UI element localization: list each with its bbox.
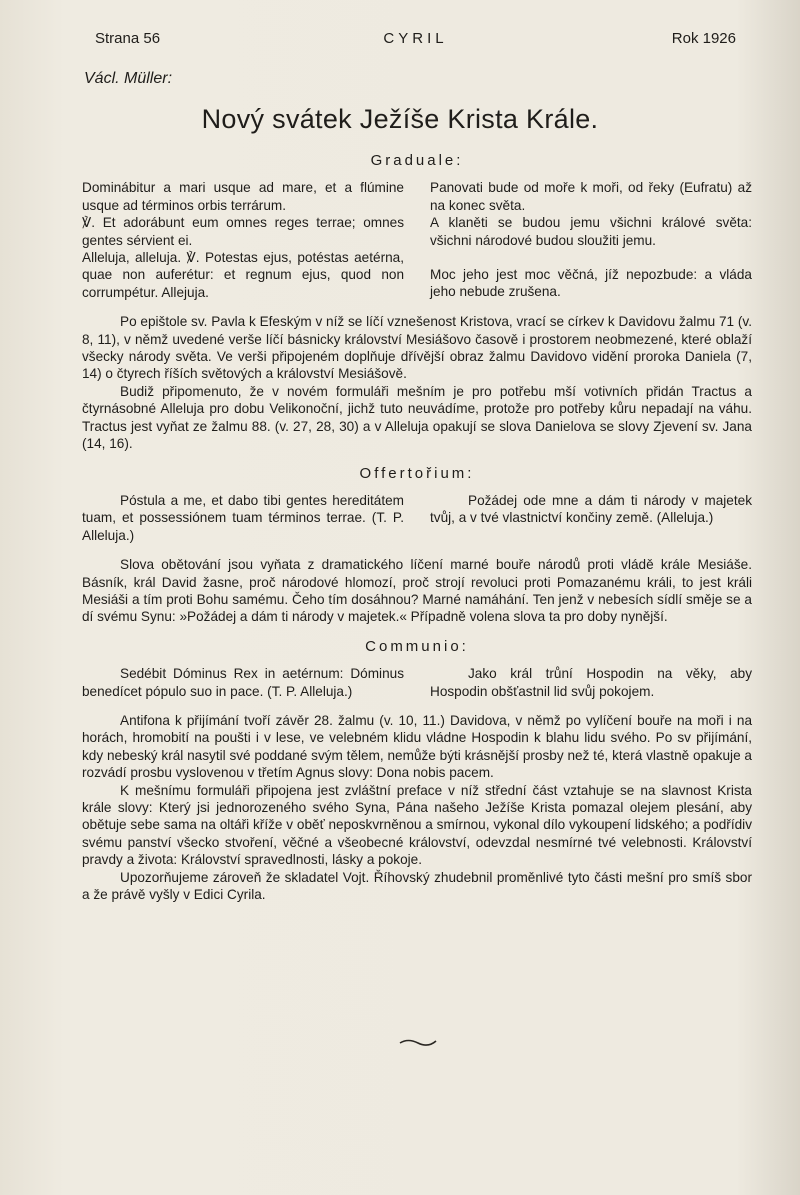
czech-verse: A klaněti se budou jemu všichni králové světa: všichni národové budou sloužiti jemu.	[430, 215, 752, 248]
graduale-czech	[430, 179, 752, 301]
graduale-heading: Graduale:	[370, 152, 464, 169]
graduale-latin	[82, 179, 404, 301]
communio-columns	[82, 665, 752, 700]
czech-verse: Moc jeho jest moc věčná, jíž nepozbude: a vláda jeho nebude zrušena.	[430, 267, 752, 300]
author: Václ. Müller:	[84, 70, 173, 87]
offertorium-heading: Offertořium:	[359, 464, 475, 482]
article-body	[82, 152, 752, 903]
offertorium-czech	[430, 492, 752, 544]
body-paragraph: Slova obětování jsou vyňata z dramatického líčení marné bouře národů proti vládě krále Mesiáše. Básník, král David žasne, proč národové hlomozí, proč strojí revoluci proti Pomazanému králi, to jest králi Mesiáši a tím proti Bohu samému. Čeho tím dosáhnou? Marné namáhání. Ten jenž v nebesích sídlí směje se a dí svému Synu: »Požádej a dám ti národy v majetek.« Případně volena slova ta pro doby nynější.	[82, 557, 752, 625]
page-number: Strana 56	[95, 30, 161, 47]
body-paragraph: Upozorňujeme zároveň že skladatel Vojt. Říhovský zhudebnil proměnlivé tyto části mešní pro smíš sbor a že právě vyšly v Edici Cyrila.	[82, 869, 752, 903]
offertorium-columns	[82, 492, 752, 544]
graduale-columns	[82, 179, 752, 301]
article-title: Nový svátek Ježíše Krista Krále.	[201, 104, 599, 134]
body-paragraph: Po epištole sv. Pavla k Efeským v níž se líčí vznešenost Kristova, vrací se církev k Davidovu žalmu 71 (v. 8, 11), v němž uvedené verše líčí básnicky království Mesiášovo časově i prostorem neobmezené, které oblaží všecky národy světa. Ve verši připojeném doplňuje dřívější obraz žalmu Davidovo vidění proroka Daniela (7, 14) o čtyrech říších světových a království Mesiášově.	[82, 314, 752, 382]
czech-verse: Jako král trůní Hospodin na věky, aby Hospodin obšťastnil lid svůj pokojem.	[430, 666, 752, 699]
year-label: Rok 1926	[671, 30, 736, 47]
latin-verse: Sedébit Dóminus Rex in aetérnum: Dóminus benedícet pópulo suo in pace. (T. P. Alleluja.)	[82, 666, 404, 699]
latin-verse: Dominábitur a mari usque ad mare, et a flúmine usque ad términos orbis terrárum.	[82, 180, 404, 213]
communio-heading: Communio:	[365, 637, 469, 655]
journal-name: CYRIL	[383, 30, 448, 47]
end-ornament-icon	[398, 1037, 438, 1047]
page-header	[95, 30, 736, 54]
latin-verse: ℣. Et adorábunt eum omnes reges terrae; omnes gentes sérvient ei.	[82, 215, 404, 248]
body-paragraph: Antifona k přijímání tvoří závěr 28. žalmu (v. 10, 11.) Davidova, v němž po vylíčení bouře na moři i na horách, hromobití na poušti i v lese, ve velebném klidu vládne Hospodin k blahu lidu svého. Po sv přijímání, kdy nebeský král nasytil své poddané svým tělem, nemůže býti krásnější prosby než té, která vlastně opakuje a rozvádí prosbu vyslovenou v třetím Agnus slovy: Dona nobis pacem.	[82, 712, 752, 781]
communio-czech	[430, 665, 752, 700]
communio-latin	[82, 665, 404, 700]
czech-verse: Požádej ode mne a dám ti národy v majetek tvůj, a v tvé vlastnictví končiny země. (Alleluja.)	[430, 492, 752, 526]
body-paragraph: K mešnímu formuláři připojena jest zvláštní preface v níž střední část vztahuje se na slavnost Krista krále slovy: Který jsi jednorozeného svého Syna, Pána našeho Ježíše Krista pomazal olejem plesání, aby obětuje sebe sama na oltáři kříže v oběť neposkvrněnou a smírnou, vykonal dílo vykoupení lidského; a podřídiv svému panství všecko stvoření, věčné a všeobecné království, odevzdal nesmírné tvé velebnosti. Království pravdy a života: Království spravedlnosti, lásky a pokoje.	[82, 782, 752, 868]
offertorium-latin	[82, 492, 404, 544]
latin-verse: Póstula a me, et dabo tibi gentes hereditátem tuam, et possessiónem tuam términos terrae. (T. P. Alleluja.)	[82, 492, 404, 543]
body-paragraph: Budiž připomenuto, že v novém formuláři mešním je pro potřebu mší votivních přidán Tractus a čtyrnásobné Alleluja pro dobu Velikonoční, jichž tuto neuvádíme, protože pro potřeby kůru nepadají na váhu. Tractus jest vyňat ze žalmu 88. (v. 27, 28, 30) a v Alleluja opakují se slova Danielova se slovy Zjevení sv. Jana (14, 16).	[82, 383, 752, 452]
czech-verse: Panovati bude od moře k moři, od řeky (Eufratu) až na konec světa.	[430, 180, 752, 213]
latin-verse: Alleluja, alleluja. ℣. Potestas ejus, potéstas aetérna, quae non auferétur: et regnum ejus, quod non corrumpétur. Allejuja.	[82, 250, 404, 300]
